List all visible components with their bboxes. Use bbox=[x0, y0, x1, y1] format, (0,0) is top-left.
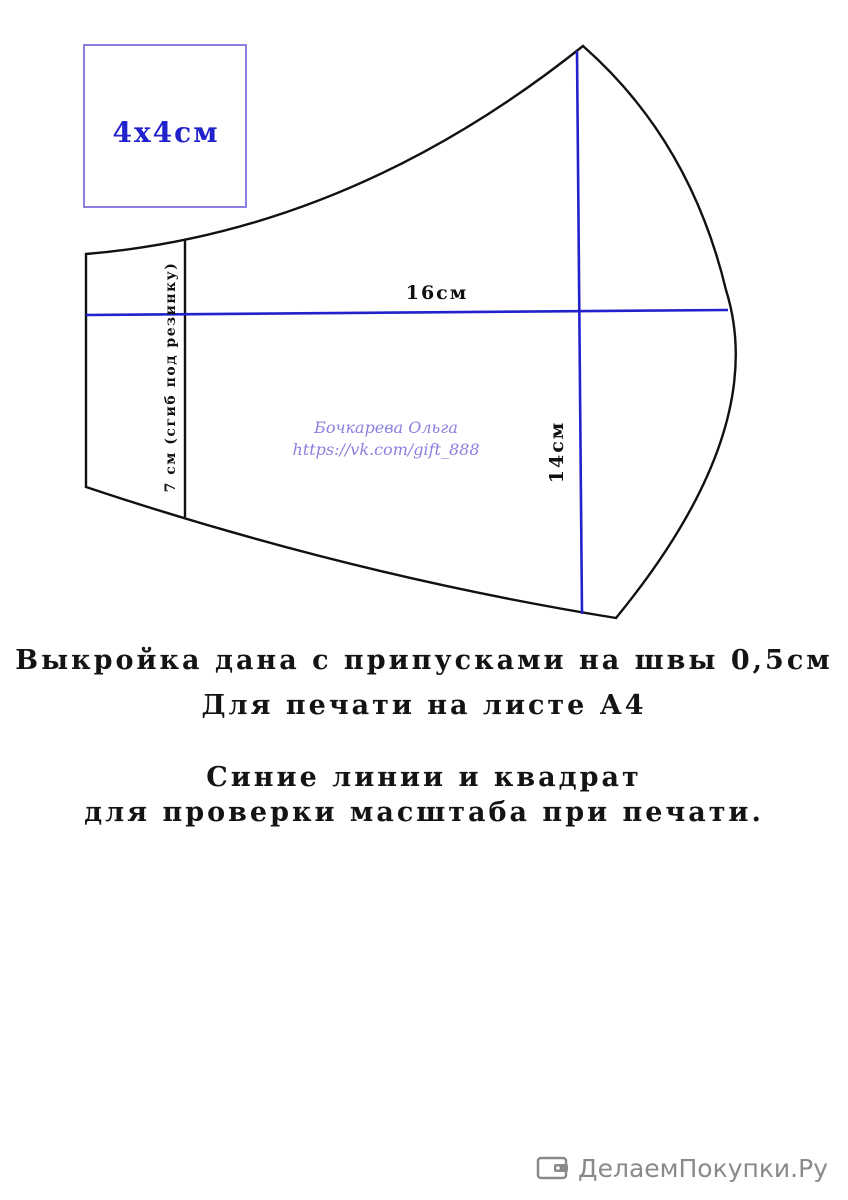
site-watermark bbox=[536, 1150, 828, 1186]
author-link: https://vk.com/gift_888 bbox=[292, 440, 480, 459]
watermark-text: ДелаемПокупки.Ру bbox=[578, 1153, 828, 1183]
author-credit: Бочкарева Ольга bbox=[314, 418, 458, 437]
note-blue-lines: Синие линии и квадрат bbox=[206, 762, 642, 793]
width-label: 16см bbox=[405, 282, 469, 304]
note-seam-allowance: Выкройка дана с припусками на швы 0,5см bbox=[15, 645, 833, 676]
height-measure-line bbox=[577, 51, 582, 614]
fold-label: 7 см (сгиб под резинку) bbox=[163, 261, 179, 493]
height-label: 14см bbox=[546, 420, 568, 484]
note-print-a4: Для печати на листе А4 bbox=[201, 690, 647, 721]
scale-square-label: 4x4см bbox=[112, 116, 220, 149]
wallet-icon bbox=[536, 1155, 570, 1181]
note-scale-check: для проверки масштаба при печати. bbox=[84, 797, 764, 828]
width-measure-line bbox=[86, 310, 728, 315]
